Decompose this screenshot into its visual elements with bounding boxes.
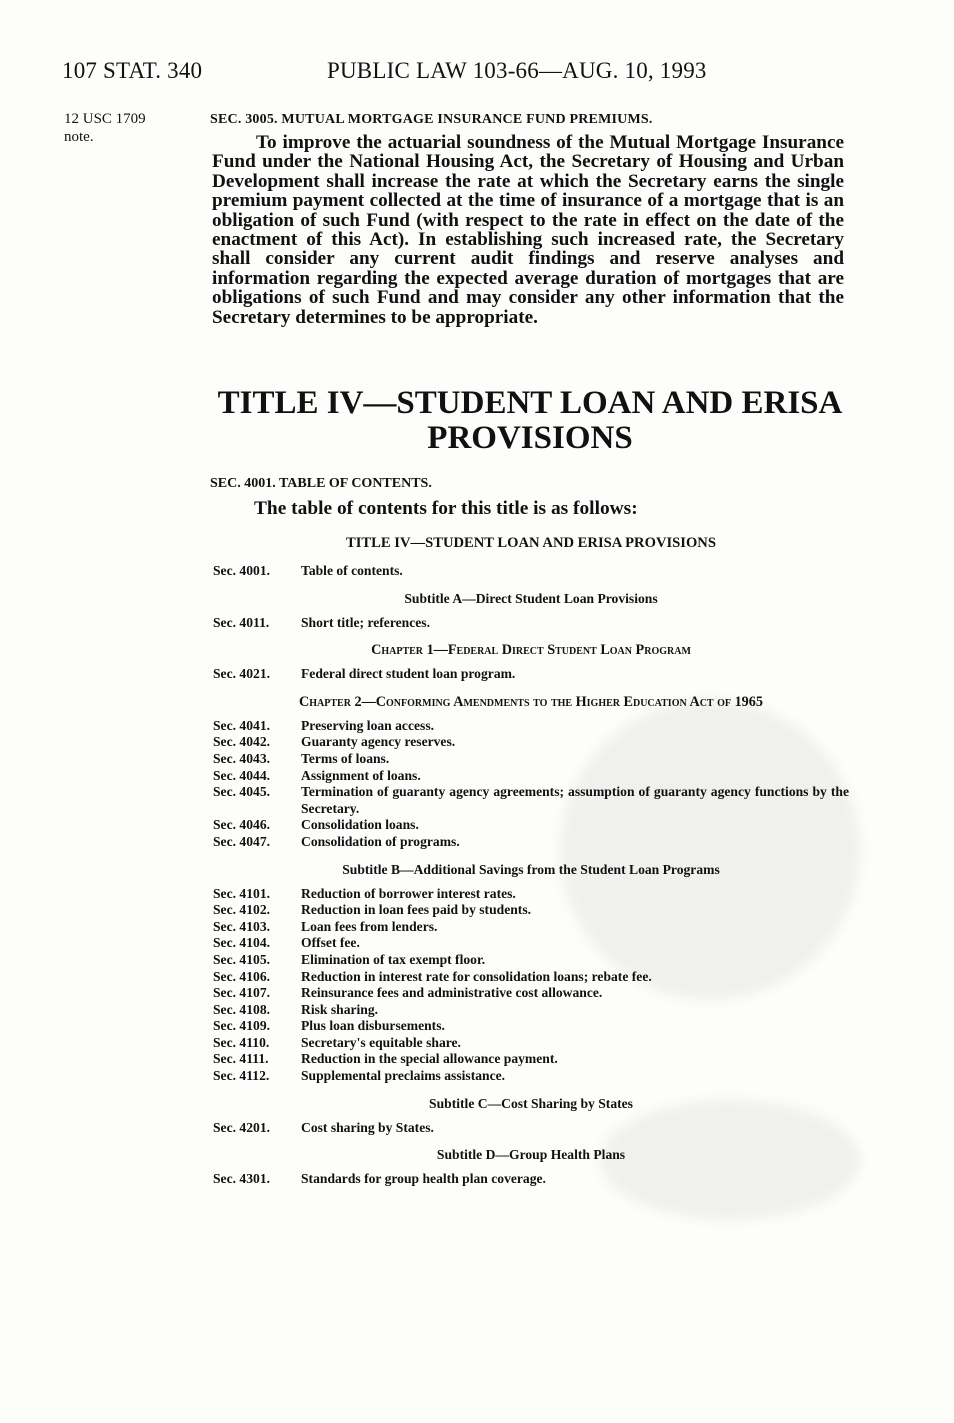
toc-entry-number: Sec. 4105. <box>213 951 271 967</box>
toc-entry <box>213 734 849 751</box>
toc-entry <box>213 751 849 768</box>
toc-entry-number: Sec. 4109. <box>213 1018 271 1034</box>
toc-entry <box>213 1002 849 1019</box>
margin-note-citation: 12 USC 1709 <box>64 111 146 127</box>
toc-entry <box>213 886 849 903</box>
toc-entry-number: Sec. 4101. <box>213 885 271 901</box>
toc-entry-text: Reduction in the special allowance payment. <box>301 1051 558 1067</box>
toc-entry-number: Sec. 4107. <box>213 985 271 1001</box>
toc-entry <box>213 1018 849 1035</box>
toc-entry-text: Termination of guaranty agency agreements; assumption of guaranty agency functions by the Secretary. <box>301 784 849 816</box>
toc-entry <box>213 1068 849 1085</box>
toc-entry <box>213 834 849 851</box>
toc-entry <box>213 1035 849 1052</box>
toc-entry-number: Sec. 4041. <box>213 717 271 733</box>
toc-chapter-2-list <box>213 718 849 851</box>
section-4001-heading: SEC. 4001. TABLE OF CONTENTS. <box>210 476 432 491</box>
toc-entry-text: Consolidation of programs. <box>301 833 460 849</box>
toc-entry-text: Short title; references. <box>301 614 430 630</box>
toc-intro: The table of contents for this title is as follows: <box>254 498 638 519</box>
toc-entry-text: Consolidation loans. <box>301 817 419 833</box>
toc-entry-number: Sec. 4103. <box>213 918 271 934</box>
toc-entry-text: Loan fees from lenders. <box>301 918 438 934</box>
margin-note <box>64 110 194 146</box>
toc-subtitle-c: Subtitle C—Cost Sharing by States <box>429 1095 633 1111</box>
title-iv-line-1: TITLE IV—STUDENT LOAN AND ERISA <box>217 385 843 421</box>
toc-title: TITLE IV—STUDENT LOAN AND ERISA PROVISIONS <box>346 535 716 551</box>
toc-chapter-1: Chapter 1—Federal Direct Student Loan Program <box>371 642 691 659</box>
public-law-header: PUBLIC LAW 103-66—AUG. 10, 1993 <box>327 58 707 83</box>
table-of-contents <box>213 533 849 1188</box>
toc-entry-number: Sec. 4201. <box>213 1119 271 1135</box>
toc-entry-text: Plus loan disbursements. <box>301 1018 445 1034</box>
toc-entry-number: Sec. 4046. <box>213 817 271 833</box>
toc-entry-text: Cost sharing by States. <box>301 1119 434 1135</box>
toc-entry <box>213 768 849 785</box>
margin-note-label: note. <box>64 129 94 145</box>
toc-entry-number: Sec. 4108. <box>213 1001 271 1017</box>
toc-entry <box>213 985 849 1002</box>
toc-entry-text: Federal direct student loan program. <box>301 666 516 682</box>
toc-entry-text: Standards for group health plan coverage. <box>301 1171 546 1187</box>
toc-entry-text: Reduction in loan fees paid by students. <box>301 902 532 918</box>
toc-entry <box>213 902 849 919</box>
toc-entry-text: Preserving loan access. <box>301 717 435 733</box>
toc-entry-text: Secretary's equitable share. <box>301 1034 461 1050</box>
toc-entry-text: Risk sharing. <box>301 1001 379 1017</box>
toc-entry-text: Assignment of loans. <box>301 767 421 783</box>
toc-entry <box>213 1051 849 1068</box>
title-iv-heading <box>200 386 860 456</box>
toc-entry-number: Sec. 4112. <box>213 1068 270 1084</box>
toc-entry <box>213 952 849 969</box>
toc-entry-text: Reduction in interest rate for consolidation loans; rebate fee. <box>301 968 652 984</box>
toc-entry-number: Sec. 4042. <box>213 734 271 750</box>
toc-entry-number: Sec. 4106. <box>213 968 271 984</box>
toc-subtitle-b: Subtitle B—Additional Savings from the Student Loan Programs <box>342 861 720 877</box>
title-iv-line-2: PROVISIONS <box>427 420 633 456</box>
toc-entry-text: Supplemental preclaims assistance. <box>301 1068 506 1084</box>
toc-entry-number: Sec. 4104. <box>213 935 271 951</box>
toc-entry-number: Sec. 4102. <box>213 902 271 918</box>
section-3005-body: To improve the actuarial soundness of the Mutual Mortgage Insurance Fund under the National Housing Act, the Secretary of Housing and Urban Development shall increase the rate at which the Secretary earns the single premium payment collected at the time of insurance of a mortgage that is an obligation of such Fund (with respect to the rate in effect on the date of the enactment of this Act). In establishing such increased rate, the Secretary shall consider any current audit findings and reserve analyses and information regarding the expected average duration of mortgages that are obligations of such Fund and may consider any other information that the Secretary determines to be appropriate. <box>212 132 844 328</box>
toc-subtitle-d: Subtitle D—Group Health Plans <box>436 1147 626 1163</box>
toc-entry <box>213 666 849 683</box>
toc-chapter-2: Chapter 2—Conforming Amendments to the Higher Education Act of 1965 <box>299 693 763 710</box>
toc-entry <box>213 969 849 986</box>
section-3005-heading: SEC. 3005. MUTUAL MORTGAGE INSURANCE FUND PREMIUMS. <box>210 112 653 127</box>
toc-entry-number: Sec. 4045. <box>213 784 271 800</box>
toc-subtitle-a: Subtitle A—Direct Student Loan Provisions <box>404 590 658 606</box>
toc-entry-text: Table of contents. <box>301 563 403 578</box>
toc-entry-text: Offset fee. <box>301 935 360 951</box>
toc-entry-number: Sec. 4001. <box>213 563 271 578</box>
toc-entry <box>213 817 849 834</box>
toc-entry-text: Elimination of tax exempt floor. <box>301 951 486 967</box>
toc-entry-number: Sec. 4047. <box>213 833 271 849</box>
toc-entry <box>213 1171 849 1188</box>
toc-entry-number: Sec. 4021. <box>213 666 271 682</box>
toc-entry-text: Reinsurance fees and administrative cost allowance. <box>301 985 603 1001</box>
stat-page-number: 107 STAT. 340 <box>62 58 203 83</box>
toc-entry-text: Guaranty agency reserves. <box>301 734 456 750</box>
toc-entry-number: Sec. 4011. <box>213 614 270 630</box>
toc-entry-number: Sec. 4301. <box>213 1171 271 1187</box>
toc-entry-number: Sec. 4043. <box>213 750 271 766</box>
toc-entry-number: Sec. 4110. <box>213 1034 270 1050</box>
toc-entry <box>213 718 849 735</box>
toc-entry <box>213 919 849 936</box>
toc-entry-number: Sec. 4111. <box>213 1051 269 1067</box>
toc-entry <box>213 615 849 632</box>
toc-entry <box>213 563 849 580</box>
toc-entry-text: Terms of loans. <box>301 750 390 766</box>
toc-entry-number: Sec. 4044. <box>213 767 271 783</box>
toc-entry-text: Reduction of borrower interest rates. <box>301 885 516 901</box>
toc-entry <box>213 935 849 952</box>
toc-entry <box>213 784 849 817</box>
toc-entry <box>213 1120 849 1137</box>
toc-subtitle-b-list <box>213 886 849 1085</box>
